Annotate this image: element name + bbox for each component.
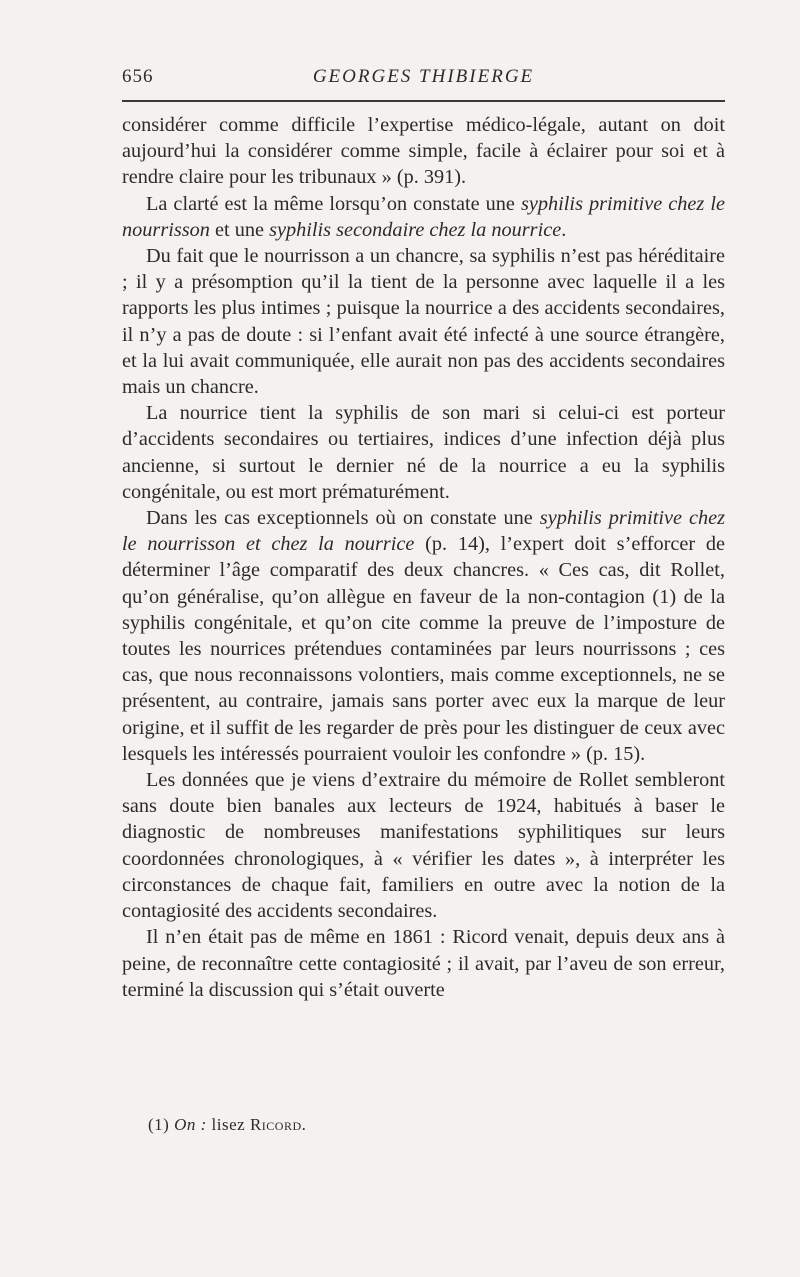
- header-rule: [122, 100, 725, 102]
- italic-run: syphilis primitive chez le nourrisson: [122, 192, 725, 241]
- paragraph: [122, 243, 725, 400]
- running-title: GEORGES THIBIERGE: [312, 66, 535, 87]
- text-run: Il n’en était pas de même en 1861 : Ricord venait, depuis deux ans à peine, de reconnaître cette contagiosité ; il avait, par l’aveu de son erreur, terminé la discussion qui s’était ouverte: [122, 926, 725, 1001]
- footnote-text: lisez: [211, 1115, 246, 1134]
- footnote-marker: (1): [148, 1115, 170, 1134]
- italic-run: syphilis primitive chez le nourrisson et chez la nourrice: [122, 507, 725, 556]
- footnote-end: .: [301, 1115, 307, 1134]
- paragraph: [122, 112, 725, 191]
- text-run: Du fait que le nourrisson a un chancre, sa syphilis n’est pas héréditaire ; il y a présomption qu’il la tient de la personne avec laquelle il a les rapports les plus intimes ; puisque la nourrice a des accidents secondaires, il n’y a pas de doute : si l’enfant avait été infecté à une source étrangère, et la lui avait communiquée, elle aurait non pas des accidents secondaires mais un chancre.: [122, 245, 725, 399]
- footnote: [148, 1115, 725, 1135]
- text-run: Dans les cas exceptionnels où on constate une: [146, 507, 540, 530]
- page-header: [122, 66, 725, 96]
- page-number: 656: [122, 66, 154, 87]
- paragraph: [122, 767, 725, 924]
- text-run: .: [561, 218, 567, 241]
- paragraph: [122, 400, 725, 505]
- footnote-italic: On :: [174, 1115, 207, 1134]
- text-run: (p. 14), l’expert doit s’efforcer de déterminer l’âge comparatif des deux chancres. « Ces cas, dit Rollet, qu’on généralise, qu’on allègue en faveur de la non-contagion (1) de la syphilis congénitale, et qu’on cite comme la preuve de l’imposture de toutes les nourrices prétendues contaminées par leurs nourrissons ; ces cas, que nous reconnaissons volontiers, mais comme exceptionnels, ne se présentent, au contraire, jamais sans porter avec eux la marque de leur origine, et il suffit de les regarder de près pour les distinguer de ceux avec lesquels les intéressés pourraient vouloir les confondre » (p. 15).: [122, 533, 725, 765]
- paragraph: [122, 191, 725, 243]
- text-run: La clarté est la même lorsqu’on constate une: [146, 192, 521, 215]
- text-run: et une: [209, 218, 270, 241]
- text-run: considérer comme difficile l’expertise médico-légale, autant on doit aujourd’hui la considérer comme simple, facile à éclairer pour soi et à rendre claire pour les tribunaux » (p. 391).: [122, 114, 725, 189]
- text-run: Les données que je viens d’extraire du mémoire de Rollet sembleront sans doute bien banales aux lecteurs de 1924, habitués à baser le diagnostic de nombreuses manifestations syphilitiques sur leurs coordonnées chronologiques, à « vérifier les dates », à interpréter les circonstances de chaque fait, familiers en outre avec la notion de la contagiosité des accidents secondaires.: [122, 769, 725, 923]
- italic-run: syphilis secondaire chez la nourrice: [269, 218, 562, 241]
- paragraph: [122, 505, 725, 767]
- footnote-name: Ricord: [249, 1115, 302, 1134]
- text-run: La nourrice tient la syphilis de son mari si celui-ci est porteur d’accidents secondaires ou tertiaires, indices d’une infection déjà plus ancienne, si surtout le dernier né de la nourrice a eu la syphilis congénitale, ou est mort prématurément.: [122, 402, 725, 503]
- paragraph: [122, 924, 725, 1003]
- body-text: [122, 112, 725, 1003]
